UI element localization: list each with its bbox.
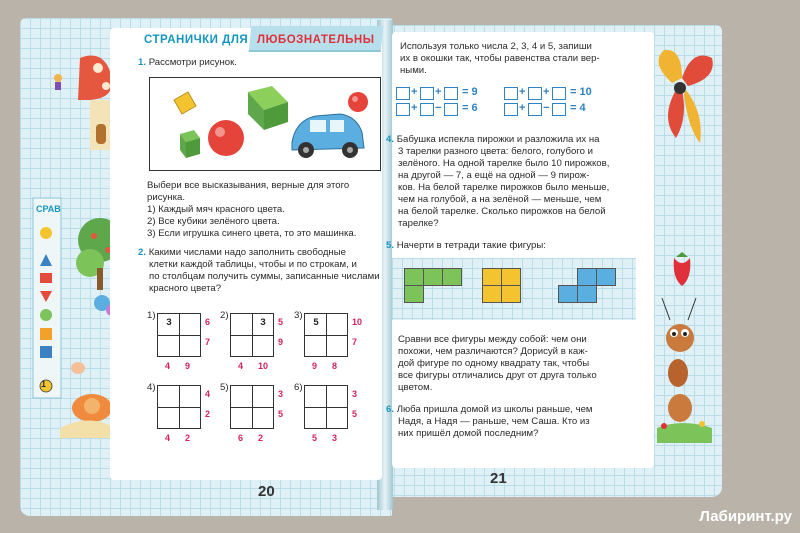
- task1-question-line1: Выбери все высказывания, верные для этого: [147, 180, 350, 191]
- operator: +: [411, 86, 418, 98]
- table-label: 1): [147, 310, 156, 321]
- task6-line2: Надя, а Надя — раньше, чем Саша. Кто из: [398, 416, 590, 427]
- answer-box[interactable]: [528, 87, 542, 100]
- task2-line2: клетки каждой таблицы, чтобы и по строкам, и: [149, 259, 357, 270]
- table-label: 5): [220, 382, 229, 393]
- task5-line4: все фигуры отличались друг от друга только: [398, 370, 597, 381]
- table-label: 6): [294, 382, 303, 393]
- task5-number: 5.: [386, 240, 395, 251]
- task3-line1: Используя только числа 2, 3, 4 и 5, запиши: [400, 41, 592, 52]
- figure-square: [558, 285, 578, 303]
- task4-line7: на белой тарелке. Сколько пирожков на белой: [398, 206, 606, 217]
- answer-box[interactable]: [528, 103, 542, 116]
- task4-number: 4.: [386, 134, 395, 145]
- row-sum: 3: [278, 389, 284, 399]
- column-sum: 4: [238, 361, 244, 371]
- operator: +: [543, 86, 550, 98]
- table-given-value: 3: [260, 317, 266, 328]
- statement-2: 2) Все кубики зелёного цвета.: [147, 216, 280, 227]
- operator: −: [435, 102, 442, 114]
- table-given-value: 3: [166, 317, 172, 328]
- row-sum: 10: [352, 317, 363, 327]
- answer-box[interactable]: [396, 87, 410, 100]
- task5-line5: цветом.: [398, 382, 433, 393]
- table-label: 2): [220, 310, 229, 321]
- task5-text: Начерти в тетради такие фигуры:: [396, 240, 546, 251]
- sum-table[interactable]: [230, 385, 274, 429]
- task4-line3: зелёного. На одной тарелке было 10 пирожков,: [398, 158, 610, 169]
- row-sum: 5: [278, 317, 284, 327]
- equation-result: = 4: [570, 102, 586, 114]
- figure-square: [482, 268, 502, 286]
- figure-square: [404, 285, 424, 303]
- row-sum: 5: [352, 409, 358, 419]
- task5-line3: дой фигуре по одному квадрату так, чтобы: [398, 358, 590, 369]
- task2-line1: Какими числами надо заполнить свободные: [148, 247, 346, 258]
- figure-square: [501, 268, 521, 286]
- column-sum: 5: [312, 433, 318, 443]
- operator: +: [411, 102, 418, 114]
- side-number: 1: [41, 379, 47, 389]
- task5-line2: похожи, чем различаются? Дорисуй в каж-: [398, 346, 588, 357]
- column-sum: 2: [185, 433, 191, 443]
- left-margin-illustrations: [20, 18, 115, 516]
- answer-box[interactable]: [444, 103, 458, 116]
- right-margin-illustrations: [652, 28, 722, 488]
- figure-square: [423, 268, 443, 286]
- answer-box[interactable]: [504, 87, 518, 100]
- column-sum: 8: [332, 361, 338, 371]
- answer-box[interactable]: [420, 87, 434, 100]
- right-page-number: 21: [490, 470, 507, 487]
- row-sum: 5: [278, 409, 284, 419]
- section-header: [130, 26, 382, 52]
- column-sum: 4: [165, 433, 171, 443]
- task6-line1: Люба пришла домой из школы раньше, чем: [396, 404, 593, 415]
- task2-line3: по столбцам получить суммы, записанные числами: [149, 271, 380, 282]
- task1-question-line2: рисунка.: [147, 192, 185, 203]
- answer-box[interactable]: [420, 103, 434, 116]
- operator: +: [519, 86, 526, 98]
- operator: −: [543, 102, 550, 114]
- figure-square: [577, 268, 597, 286]
- task1-number: 1.: [138, 57, 147, 68]
- task6-number: 6.: [386, 404, 395, 415]
- row-sum: 4: [205, 389, 211, 399]
- column-sum: 10: [258, 361, 269, 371]
- row-sum: 9: [278, 337, 284, 347]
- task4-line8: тарелке?: [398, 218, 439, 229]
- header-title-part1: СТРАНИЧКИ ДЛЯ: [144, 34, 249, 46]
- task1-text: Рассмотри рисунок.: [148, 57, 237, 68]
- task4-line2: 3 тарелки разного цвета: белого, голубого и: [398, 146, 593, 157]
- sum-table[interactable]: [304, 385, 348, 429]
- answer-box[interactable]: [552, 87, 566, 100]
- figure-square: [442, 268, 462, 286]
- figure-square: [404, 268, 424, 286]
- task4-line4: на другой — 7, а ещё на одной — 9 пирож-: [398, 170, 590, 181]
- equation-result: = 9: [462, 86, 478, 98]
- equation-result: = 6: [462, 102, 478, 114]
- column-sum: 2: [258, 433, 264, 443]
- column-sum: 9: [185, 361, 191, 371]
- header-title-part2: ЛЮБОЗНАТЕЛЬНЫ: [257, 34, 375, 46]
- task4-line1: Бабушка испекла пирожки и разложила их на: [396, 134, 600, 145]
- table-label: 4): [147, 382, 156, 393]
- row-sum: 7: [205, 337, 211, 347]
- row-sum: 6: [205, 317, 211, 327]
- figure-square: [577, 285, 597, 303]
- answer-box[interactable]: [504, 103, 518, 116]
- operator: +: [519, 102, 526, 114]
- task6-line3: них пришёл домой последним?: [398, 428, 539, 439]
- row-sum: 7: [352, 337, 358, 347]
- task5-line1: Сравни все фигуры между собой: чем они: [398, 334, 587, 345]
- side-tab-label: СРАВ: [36, 204, 61, 214]
- table-given-value: 5: [313, 317, 319, 328]
- equation-result: = 10: [570, 86, 592, 98]
- column-sum: 6: [238, 433, 244, 443]
- toys-illustration: [150, 78, 380, 170]
- column-sum: 3: [332, 433, 338, 443]
- task2-line4: красного цвета?: [149, 283, 222, 294]
- sum-table[interactable]: [157, 385, 201, 429]
- left-page-number: 20: [258, 483, 275, 500]
- operator: +: [435, 86, 442, 98]
- answer-box[interactable]: [396, 103, 410, 116]
- answer-box[interactable]: [552, 103, 566, 116]
- task4-line6: чем на голубой, а на зелёной — меньше, чем: [398, 194, 602, 205]
- row-sum: 3: [352, 389, 358, 399]
- row-sum: 2: [205, 409, 211, 419]
- table-label: 3): [294, 310, 303, 321]
- figure-square: [596, 268, 616, 286]
- column-sum: 9: [312, 361, 318, 371]
- task3-line2: их в окошки так, чтобы равенства стали вер-: [400, 53, 600, 64]
- answer-box[interactable]: [444, 87, 458, 100]
- statement-1: 1) Каждый мяч красного цвета.: [147, 204, 285, 215]
- figure-square: [501, 285, 521, 303]
- picture-box: [149, 77, 381, 171]
- watermark: Лабиринт.ру: [699, 508, 792, 525]
- task2-number: 2.: [138, 247, 147, 258]
- task4-line5: ков. На белой тарелке пирожков было меньше,: [398, 182, 610, 193]
- column-sum: 4: [165, 361, 171, 371]
- statement-3: 3) Если игрушка синего цвета, то это машинка.: [147, 228, 357, 239]
- figure-square: [482, 285, 502, 303]
- task3-line3: ными.: [400, 65, 427, 76]
